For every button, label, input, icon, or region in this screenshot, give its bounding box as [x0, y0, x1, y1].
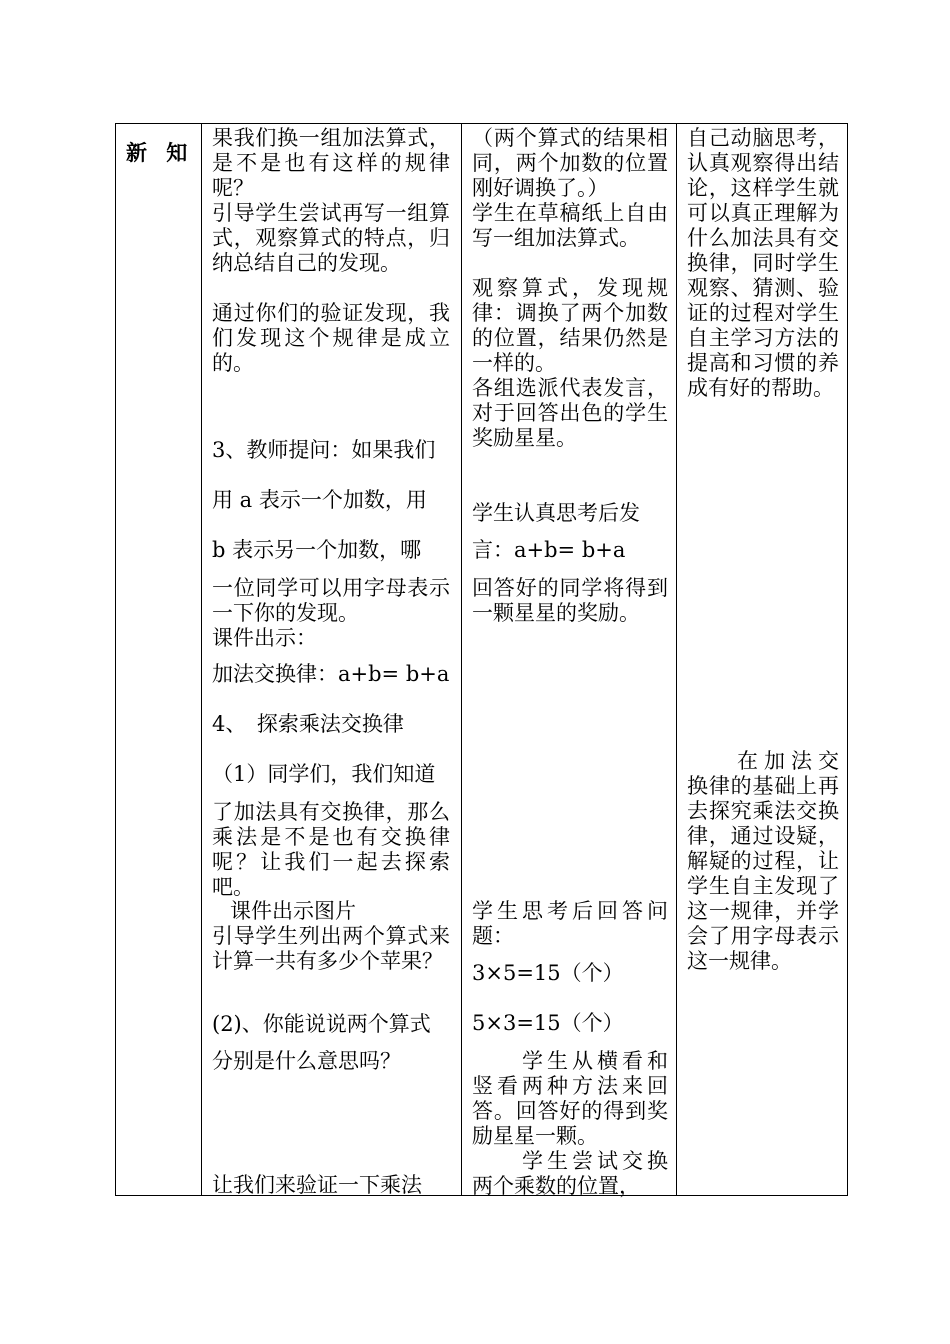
student-text: 学生认真思考后发 — [472, 501, 640, 525]
teacher-text: (2)、你能说说两个算式 — [212, 1012, 431, 1036]
student-activity-cell — [462, 124, 676, 1198]
teacher-activity-cell — [202, 124, 461, 1195]
teacher-text: 分别是什么意思吗？ — [212, 1049, 401, 1073]
student-text: 言：a+b= b+a — [472, 538, 626, 562]
teacher-text: 3、教师提问：如果我们 — [212, 438, 436, 462]
teacher-text: b 表示另一个加数，哪 — [212, 538, 422, 562]
student-text: 学生在草稿纸上自由写一组加法算式。 — [472, 201, 668, 250]
lesson-plan-table — [115, 123, 848, 1196]
teacher-text: 果我们换一组加法算式，是不是也有这样的规律呢？ — [212, 126, 450, 200]
student-text: 回答好的同学将得到一颗星星的奖励。 — [472, 576, 668, 625]
student-text: 学生思考后回答问题： — [472, 899, 668, 948]
teacher-text: 用 a 表示一个加数，用 — [212, 488, 427, 512]
teacher-text: 4、 探索乘法交换律 — [212, 712, 404, 736]
student-text: 学生尝试交换两个乘数的位置， — [472, 1149, 668, 1198]
student-text: 各组选派代表发言，对于回答出色的学生奖励星星。 — [472, 376, 668, 450]
student-text: （两个算式的结果相同，两个加数的位置刚好调换了。） — [472, 126, 668, 200]
teacher-text: 通过你们的验证发现，我们发现这个规律是成立的。 — [212, 301, 450, 375]
teacher-text: （1）同学们，我们知道 — [212, 762, 436, 786]
teacher-text: 让我们来验证一下乘法 — [212, 1173, 422, 1197]
teacher-text: 了加法具有交换律，那么乘法是不是也有交换律呢？让我们一起去探索吧。 — [212, 800, 450, 899]
teacher-text: 引导学生列出两个算式来计算一共有多少个苹果？ — [212, 924, 450, 973]
student-text: 3×5=15（个） — [472, 961, 624, 985]
section-cell — [116, 124, 201, 1195]
teacher-text: 一位同学可以用字母表示一下你的发现。 — [212, 576, 450, 625]
teacher-text: 加法交换律：a+b= b+a — [212, 662, 450, 686]
teacher-text: 课件出示： — [212, 626, 317, 650]
teacher-text: 引导学生尝试再写一组算式，观察算式的特点，归纳总结自己的发现。 — [212, 201, 450, 275]
teacher-text: 课件出示图片 — [230, 899, 356, 923]
student-text: 观察算式，发现规律：调换了两个加数的位置，结果仍然是一样的。 — [472, 276, 668, 375]
student-text: 学生从横看和竖看两种方法来回答。回答好的得到奖励星星一颗。 — [472, 1049, 668, 1148]
section-label: 新 知 — [126, 140, 194, 165]
student-text: 5×3=15（个） — [472, 1011, 624, 1035]
design-text: 自己动脑思考，认真观察得出结论，这样学生就可以真正理解为什么加法具有交换律，同时学生观察、猜测、验证的过程对学生自主学习方法的提高和习惯的养成有好的帮助。 — [687, 126, 839, 400]
design-intent-cell — [677, 124, 847, 1195]
design-text: 在加法交换律的基础上再去探究乘法交换律，通过设疑，解疑的过程，让学生自主发现了这一规律，并学会了用字母表示这一规律。 — [687, 749, 839, 973]
